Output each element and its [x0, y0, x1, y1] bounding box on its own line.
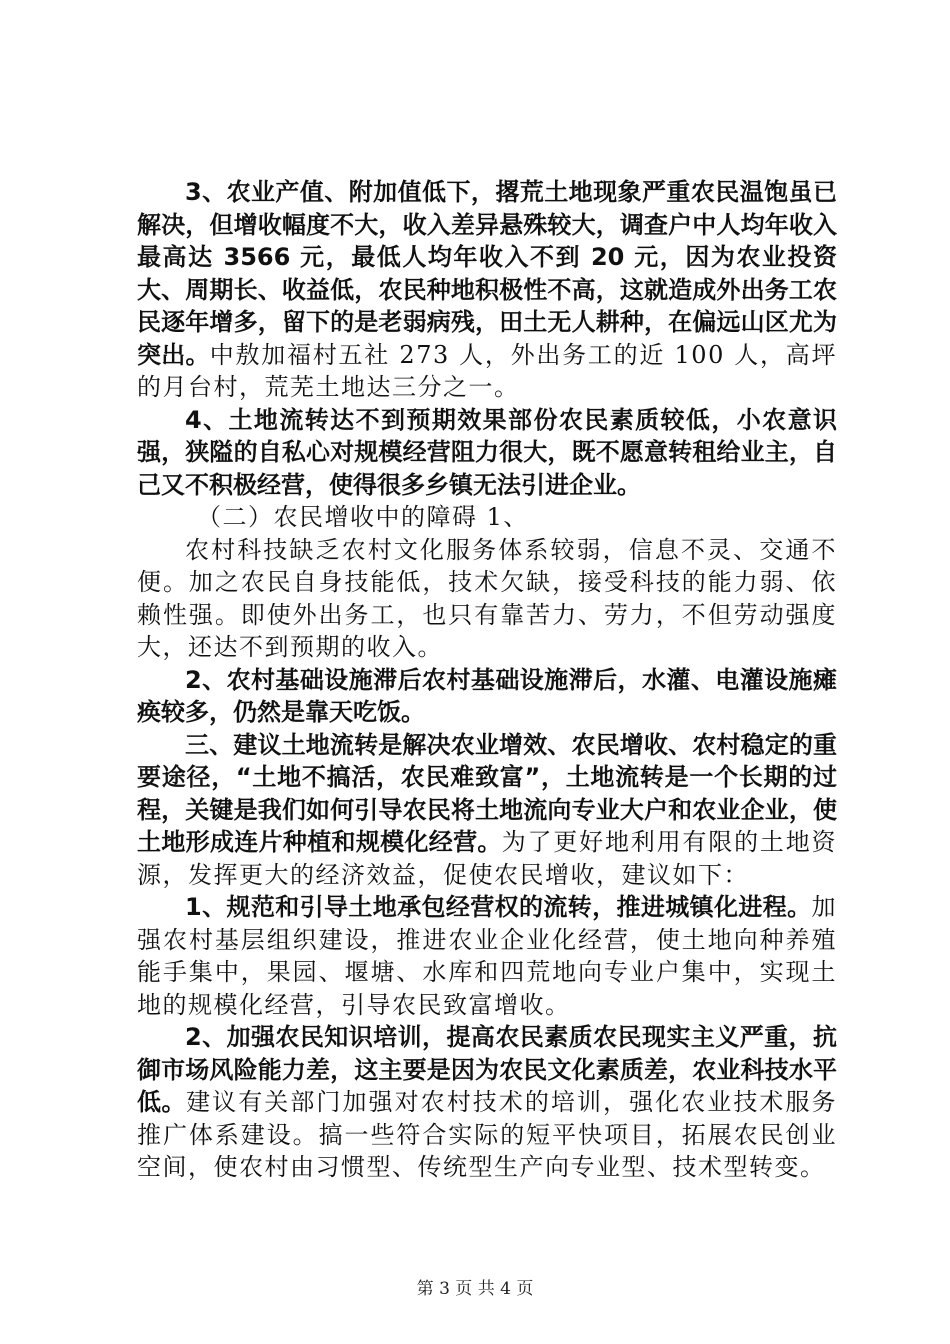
paragraph-2-bold: 4、土地流转达不到预期效果部份农民素质较低，小农意识强，狭隘的自私心对规模经营阻力很大，既不愿意转租给业主，自己又不积极经营，使得很多乡镇无法引进企业。 [137, 405, 837, 499]
paragraph-8-normal: 建议有关部门加强对农村技术的培训，强化农业技术服务推广体系建设。搞一些符合实际的短平快项目，拓展农民创业空间，使农村由习惯型、传统型生产向专业型、技术型转变。 [137, 1088, 838, 1181]
paragraph-7-normal: 加强农村基层组织建设，推进农业企业化经营，使土地向种养殖能手集中，果园、堰塘、水库和四荒地向专业户集中，实现土地的规模化经营，引导农民致富增收。 [137, 893, 837, 1019]
paragraph-7 [137, 891, 837, 1021]
section-heading-2-text: （二）农民增收中的障碍 1、 [197, 503, 529, 531]
paragraph-7-bold: 1、规范和引导土地承包经营权的流转，推进城镇化进程。 [185, 893, 812, 921]
paragraph-4-normal: 农村科技缺乏农村文化服务体系较弱，信息不灵、交通不便。加之农民自身技能低，技术欠缺，接受科技的能力弱、依赖性强。即使外出务工，也只有靠苦力、劳力，不但劳动强度大，还达不到预期的收入。 [137, 535, 837, 661]
paragraph-4 [137, 534, 837, 664]
paragraph-5-bold: 2、农村基础设施滞后农村基础设施滞后，水灌、电灌设施瘫痪较多，仍然是靠天吃饭。 [137, 665, 837, 726]
document-body [137, 176, 837, 1184]
paragraph-5 [137, 664, 837, 729]
paragraph-8-bold: 2、加强农民知识培训，提高农民素质农民现实主义严重，抗御市场风险能力差，这主要是因为农民文化素质差，农业科技水平低。 [137, 1023, 837, 1116]
paragraph-1-bold: 3、农业产值、附加值低下，撂荒土地现象严重农民温饱虽已解决，但增收幅度不大，收入差异悬殊较大，调查户中人均年收入最高达 3566 元，最低人均年收入不到 20 元，因为农业投资大、周期长、收益低，农民种地积极性不高，这就造成外出务工农民逐年增多，留下的是老弱病残，田土无人耕种，在偏远山区尤为突出。 [137, 178, 837, 369]
paragraph-1-normal: 中敖加福村五社 273 人，外出务工的近 100 人，高坪的月台村，荒芜土地达三分之一。 [137, 340, 837, 401]
page-footer [0, 1274, 950, 1299]
paragraph-1 [137, 176, 837, 404]
paragraph-8 [137, 1021, 837, 1184]
paragraph-2 [137, 404, 837, 502]
paragraph-6-bold: 三、建议土地流转是解决农业增效、农民增收、农村稳定的重要途径，“土地不搞活，农民难致富”，土地流转是一个长期的过程，关键是我们如何引导农民将土地流向专业大户和农业企业，使土地形成连片种植和规模化经营。 [137, 730, 837, 856]
paragraph-6-normal: 为了更好地利用有限的土地资源，发挥更大的经济效益，促使农民增收，建议如下： [137, 828, 838, 889]
section-heading-2 [137, 501, 837, 534]
paragraph-6 [137, 729, 837, 892]
page-number-label: 第 3 页 共 4 页 [416, 1279, 534, 1299]
